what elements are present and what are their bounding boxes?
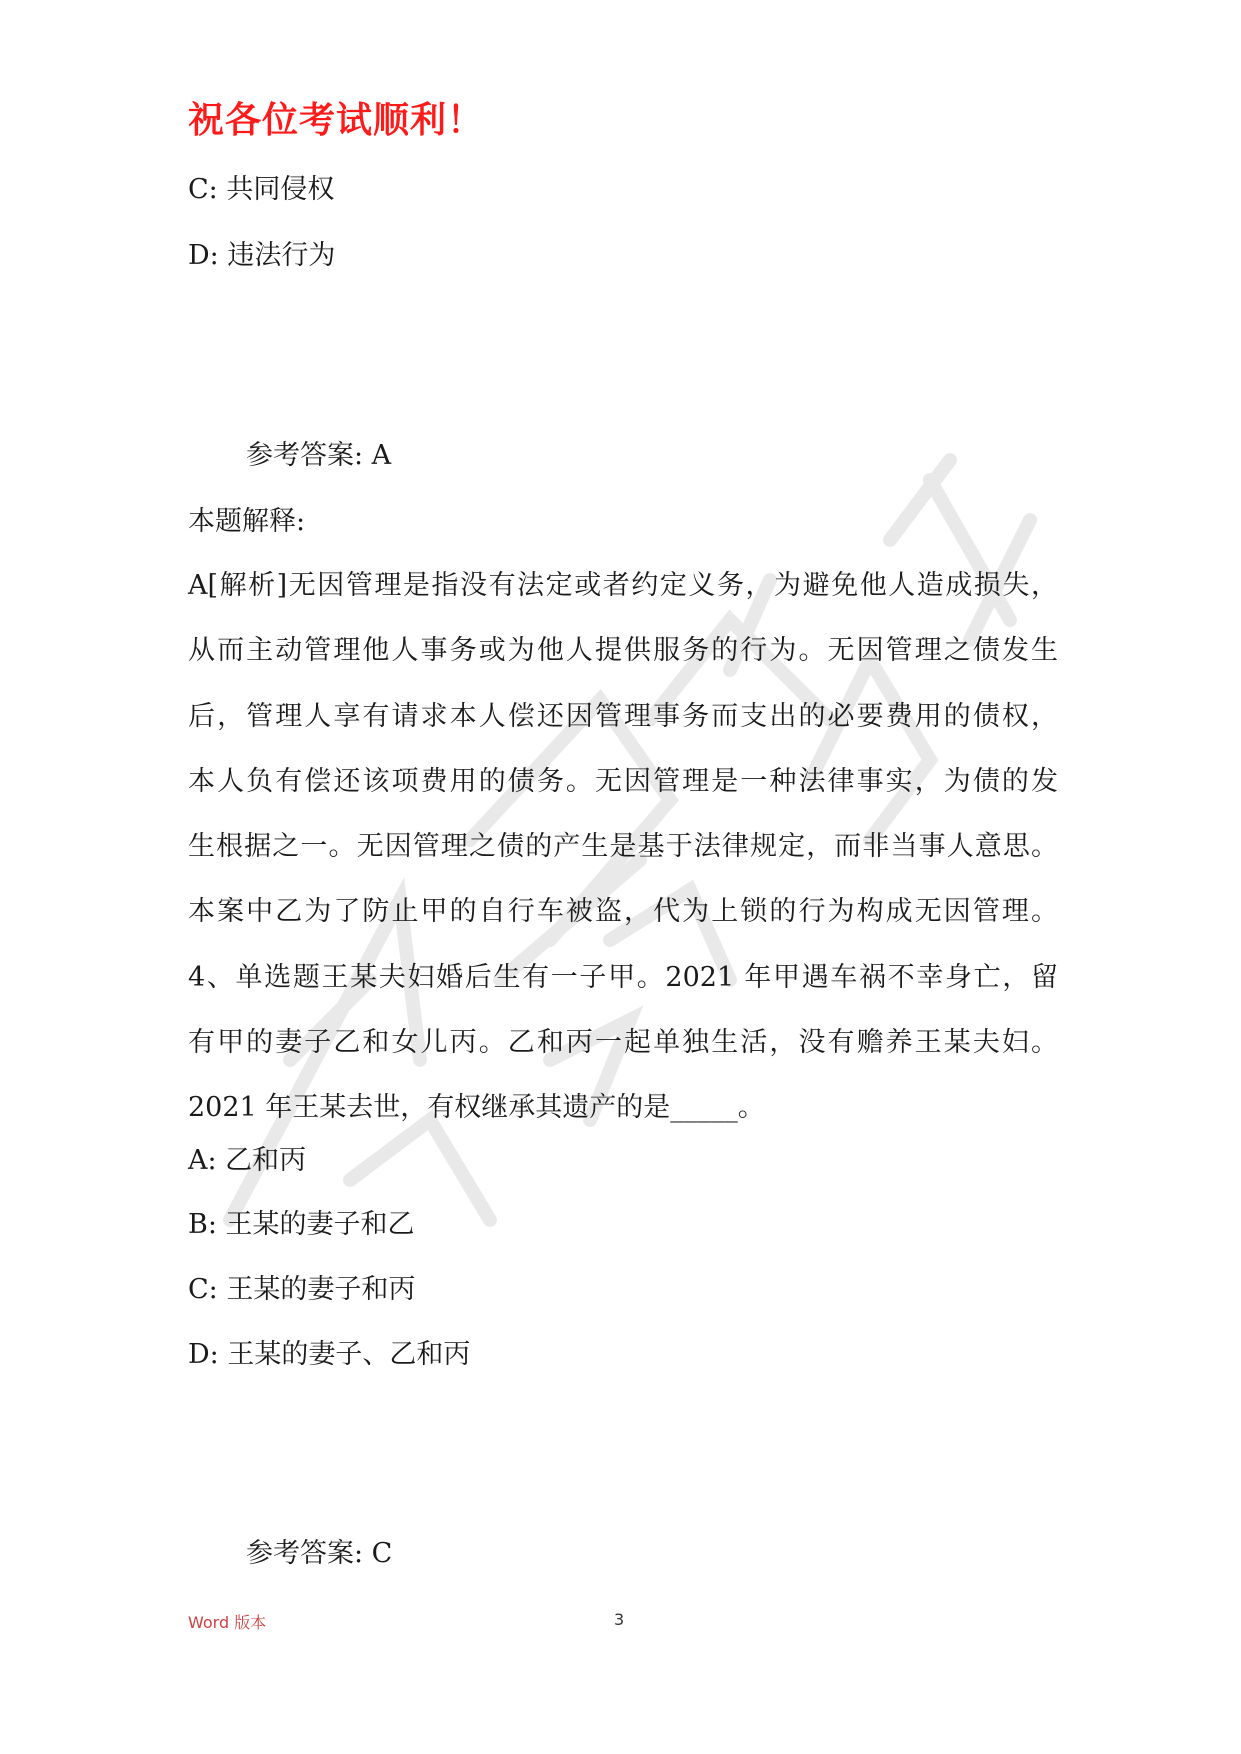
q4-option-a: A: 乙和丙 bbox=[188, 1145, 307, 1176]
explanation-line: 生根据之一。无因管理之债的产生是基于法律规定，而非当事人意思。 bbox=[188, 831, 1058, 863]
q4-answer: 参考答案: C bbox=[246, 1538, 393, 1569]
q4-option-d: D: 王某的妻子、乙和丙 bbox=[188, 1339, 471, 1370]
page-number: 3 bbox=[614, 1610, 625, 1629]
page-title: 祝各位考试顺利！ bbox=[188, 100, 485, 141]
q3-explanation bbox=[188, 553, 1058, 1141]
q4-option-c: C: 王某的妻子和丙 bbox=[188, 1274, 416, 1305]
q3-answer: 参考答案: A bbox=[246, 440, 392, 471]
q4-option-b: B: 王某的妻子和乙 bbox=[188, 1209, 415, 1240]
footer-word-version: Word 版本 bbox=[188, 1613, 267, 1632]
explanation-line: 本人负有偿还该项费用的债务。无因管理是一种法律事实，为债的发 bbox=[188, 765, 1058, 797]
explanation-line: 本案中乙为了防止甲的自行车被盗，代为上锁的行为构成无因管理。 bbox=[188, 896, 1058, 928]
explanation-line: 后，管理人享有请求本人偿还因管理事务而支出的必要费用的债权， bbox=[188, 700, 1058, 732]
q3-explanation-label: 本题解释: bbox=[188, 506, 306, 537]
question-line: 有甲的妻子乙和女儿丙。乙和丙一起单独生活，没有赡养王某夫妇。 bbox=[188, 1027, 1058, 1059]
question-line: 2021 年王某去世，有权继承其遗产的是_____。 bbox=[188, 1092, 765, 1124]
explanation-line: A[解析]无因管理是指没有法定或者约定义务，为避免他人造成损失， bbox=[188, 570, 1058, 601]
q3-option-c: C: 共同侵权 bbox=[188, 174, 335, 205]
question-line: 4、单选题王某夫妇婚后生有一子甲。2021 年甲遇车祸不幸身亡，留 bbox=[188, 961, 1058, 993]
explanation-line: 从而主动管理他人事务或为他人提供服务的行为。无因管理之债发生 bbox=[188, 635, 1058, 667]
q3-option-d: D: 违法行为 bbox=[188, 240, 336, 271]
